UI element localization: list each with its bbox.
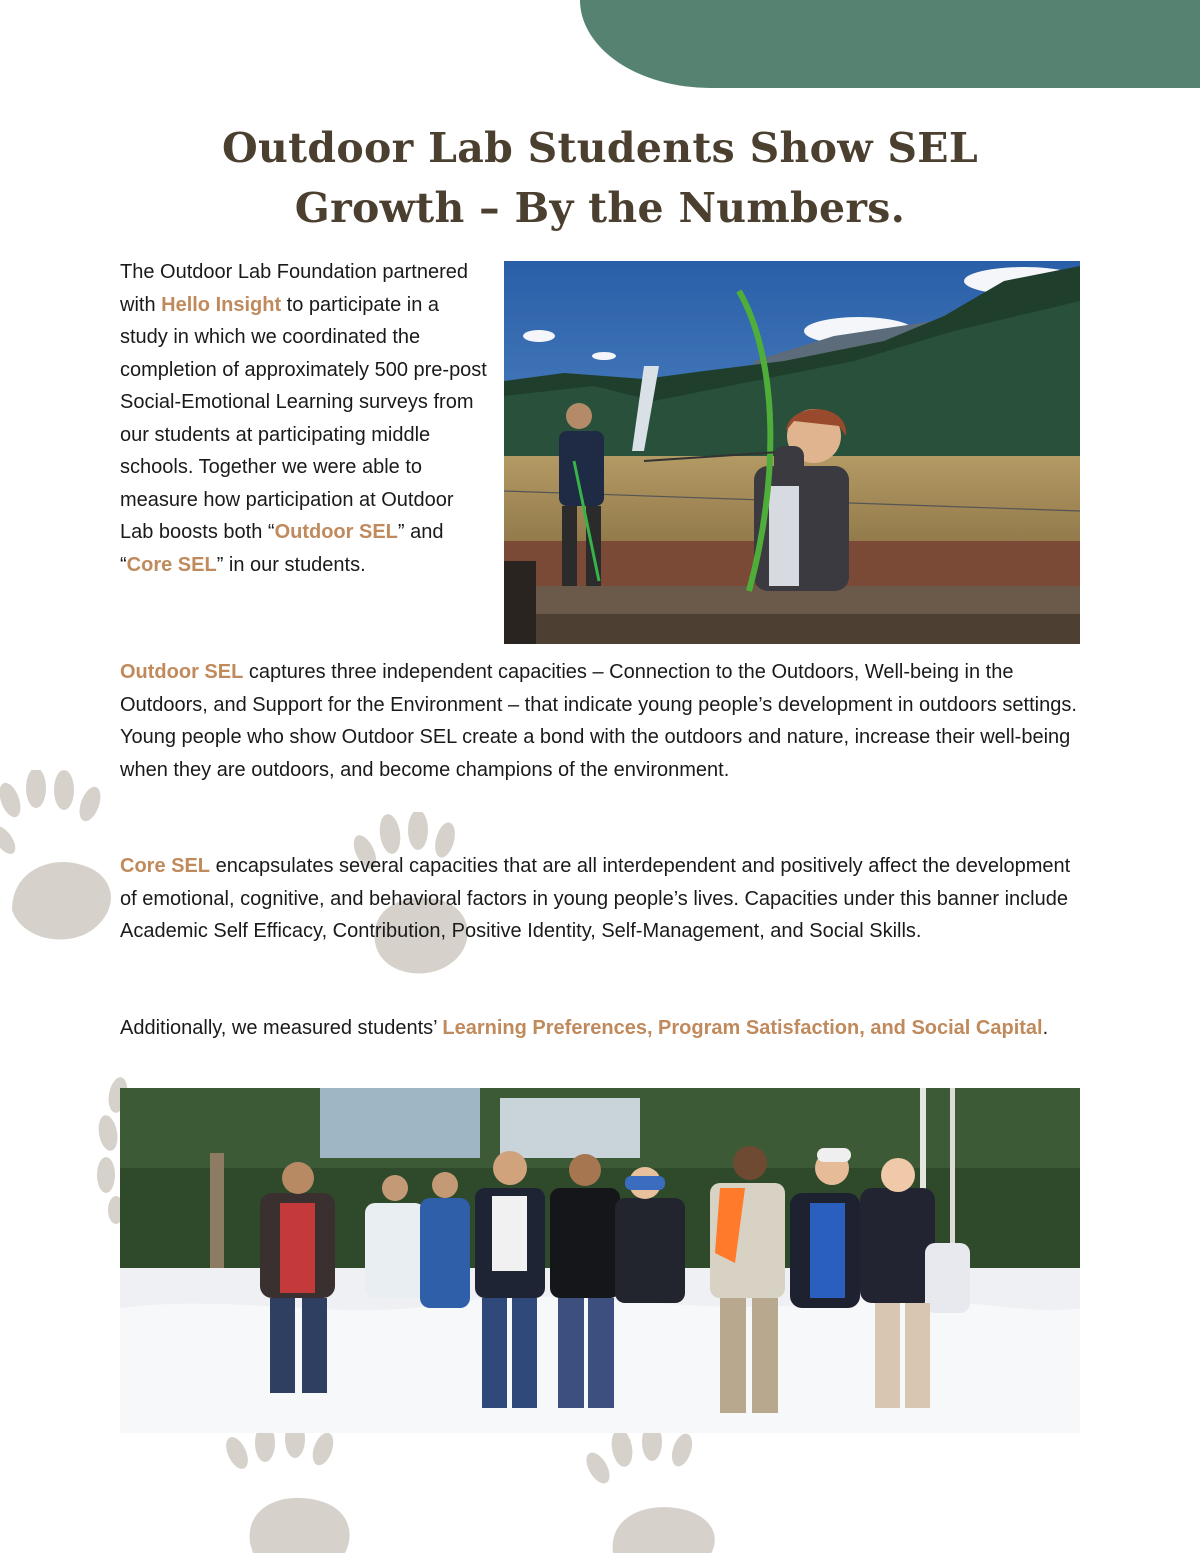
intro-paragraph <box>120 256 492 581</box>
hello-insight-highlight: Hello Insight <box>161 293 282 316</box>
intro-text: to participate in a study in which we coordinated the completion of approximately 500 pre-post Social-Emotional Learning surveys from our students at participating middle schools. Together we were able to measure how participation at Outdoor Lab boosts both “ <box>120 293 487 543</box>
archery-photo <box>504 261 1080 644</box>
intro-text: The Outdoor Lab Foundation partnered with <box>120 261 469 316</box>
outdoor-sel-paragraph <box>120 656 1085 786</box>
core-sel-text: encapsulates several capacities that are all interdependent and positively affect the development of emotional, cognitive, and behavioral factors in young people’s lives. Capacities under this banner include Academic Self Efficacy, Contribution, Positive Identity, Self-Management, and Social Skills. <box>120 855 1071 942</box>
bear-paw-icon <box>578 1428 728 1553</box>
additional-text: Additionally, we measured students’ <box>120 1017 443 1039</box>
group-photo <box>120 1088 1080 1433</box>
title-line-1: Outdoor Lab Students Show SEL <box>222 124 978 172</box>
core-sel-term: Core SEL <box>120 855 211 877</box>
outdoor-sel-text: captures three independent capacities – Connection to the Outdoors, Well-being in the Outdoors, and Support for the Environment – that indicate young people’s development in outdoors settings. Young people who show Outdoor SEL create a bond with the outdoors and nature, increase their well-being when they are outdoors, and become champions of the environment. <box>120 661 1077 781</box>
intro-text: ” and “ <box>120 521 444 576</box>
additional-end: . <box>1042 1017 1049 1039</box>
header-accent-shape <box>580 0 1200 88</box>
outdoor-sel-term: Outdoor SEL <box>120 661 244 683</box>
outdoor-sel-highlight: Outdoor SEL <box>274 521 398 543</box>
core-sel-highlight: Core SEL <box>126 553 217 576</box>
bear-paw-icon <box>0 770 122 945</box>
core-sel-paragraph <box>120 850 1085 948</box>
title-line-2: Growth – By the Numbers. <box>294 184 906 232</box>
additional-highlight: Learning Preferences, Program Satisfaction, and Social Capital <box>442 1017 1043 1039</box>
intro-text: ” in our students. <box>216 553 366 576</box>
page-title <box>100 118 1100 238</box>
additional-paragraph <box>120 1012 1085 1045</box>
bear-paw-icon <box>215 1425 365 1553</box>
